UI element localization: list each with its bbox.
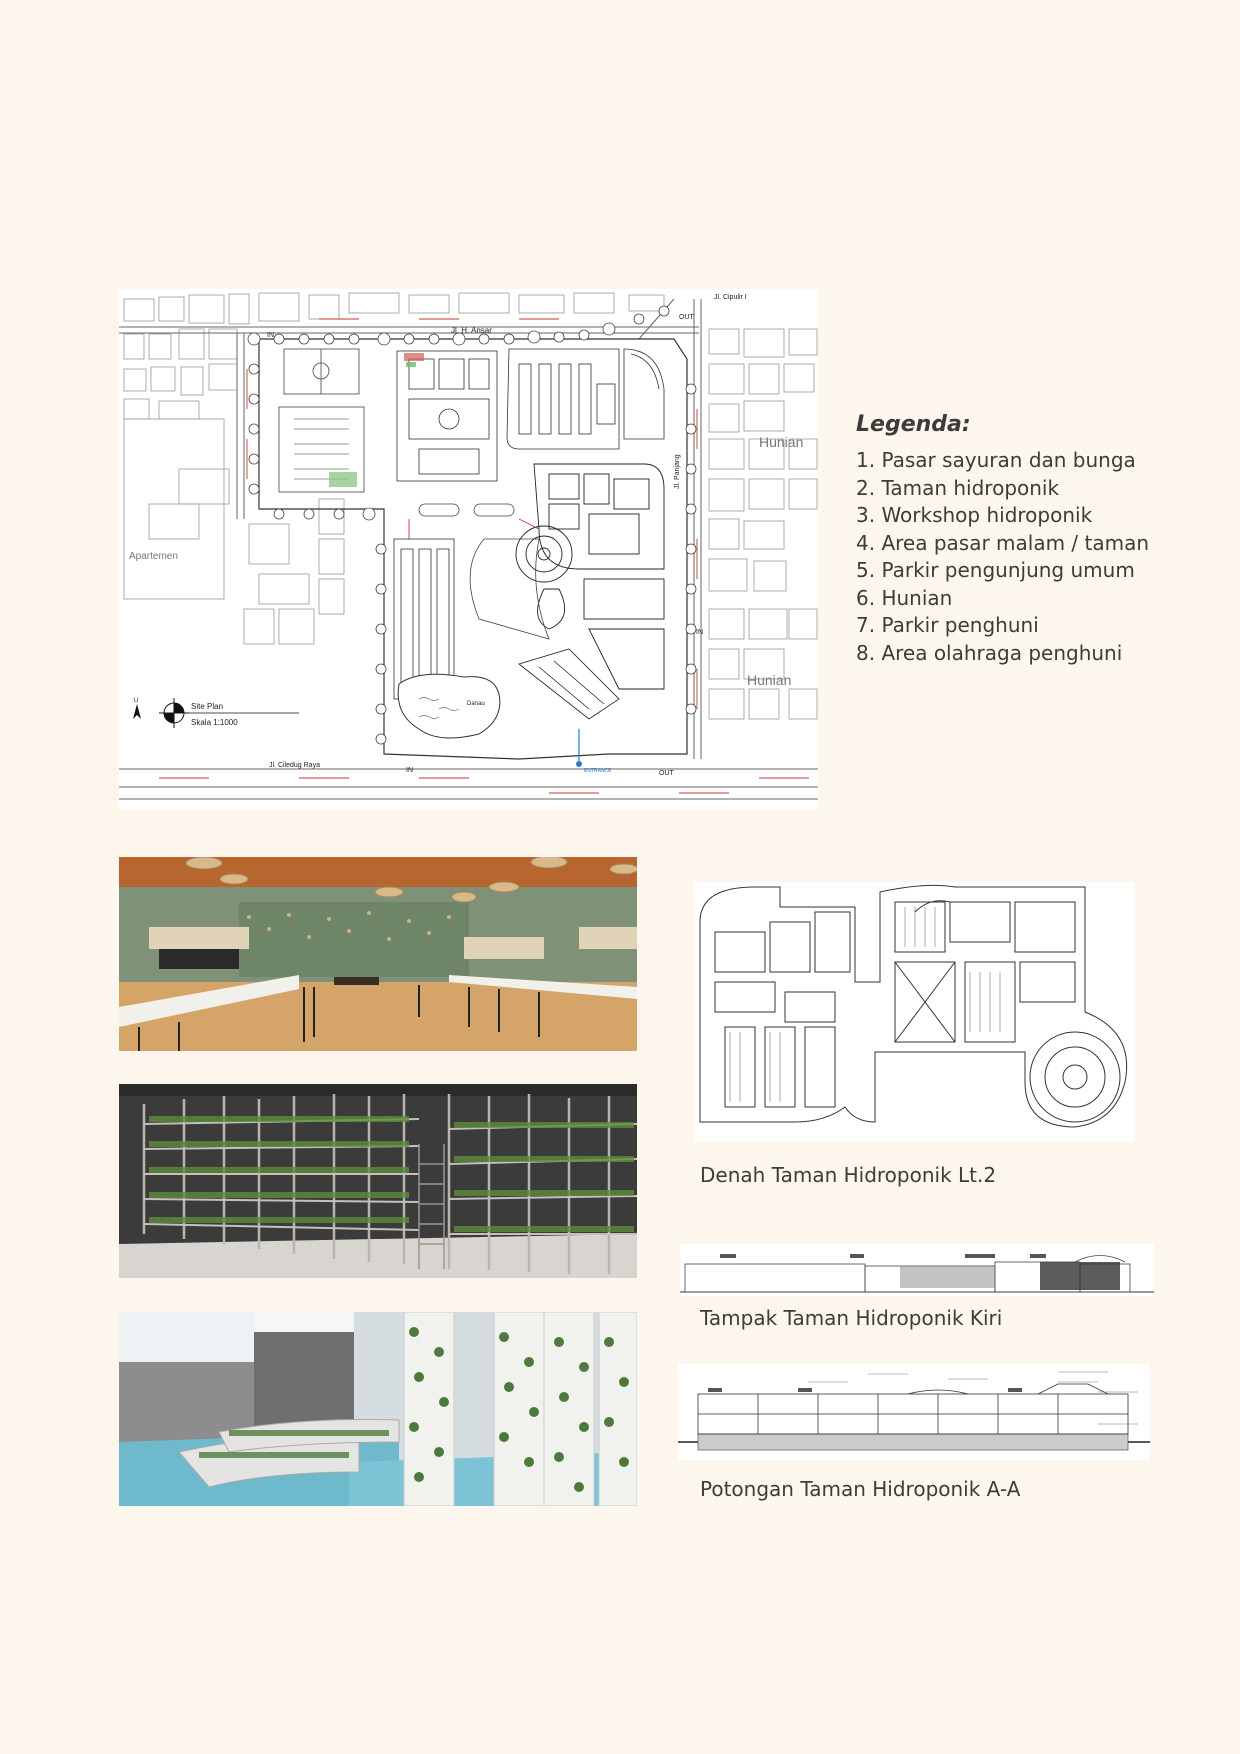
street-label-top: Jl. H. Ansar [451, 326, 492, 335]
hunian-label-top: Hunian [759, 434, 804, 450]
legend-item: 1. Pasar sayuran dan bunga [856, 448, 1136, 472]
workshop-interior-render [119, 857, 637, 1051]
legend-item: 2. Taman hidroponik [856, 475, 1060, 500]
street-label-right: Jl. Panjang [674, 454, 681, 489]
legend [856, 412, 1226, 667]
street-label-top-right: Jl. Cipulir I [714, 294, 747, 301]
legend-item: 7. Parkir penghuni [856, 613, 1039, 637]
section-drawing [678, 1364, 1150, 1460]
entrance-label: ENTRANCE [584, 768, 612, 774]
legend-item: 6. Hunian [856, 585, 953, 610]
crosshair-icon [159, 698, 189, 728]
north-label: U [134, 698, 139, 704]
site-plan-scale: Skala 1:1000 [191, 718, 238, 727]
street-label-bottom: Jl. Ciledug Raya [269, 762, 320, 769]
legend-item: 5. Parkir pengunjung umum [856, 558, 1135, 582]
elevation-caption: Tampak Taman Hidroponik Kiri [700, 1306, 1003, 1330]
north-arrow-icon [133, 704, 141, 719]
danau-label: Danau [467, 701, 485, 707]
site-plan-drawing [119, 289, 818, 810]
legend-item: 3. Workshop hidroponik [856, 503, 1093, 527]
hydroponic-towers-render [119, 1312, 637, 1506]
out-label-top: OUT [679, 314, 694, 321]
legend-list [856, 447, 1226, 667]
section-caption: Potongan Taman Hidroponik A-A [700, 1477, 1021, 1501]
site-plan-title: Site Plan [191, 702, 224, 711]
legend-item: 8. Area olahraga penghuni [856, 640, 1123, 665]
in-label-right: IN [696, 629, 703, 636]
hydroponic-racks-render [119, 1084, 637, 1278]
apartemen-label: Apartemen [129, 551, 178, 562]
legend-item: 4. Area pasar malam / taman [856, 530, 1150, 555]
in-label-bottom: IN [406, 767, 413, 774]
legend-title: Legenda: [856, 412, 971, 437]
out-label-bottom: OUT [659, 770, 674, 777]
hunian-label-bottom: Hunian [747, 672, 792, 688]
in-label-top: IN [267, 332, 274, 339]
floor-plan-drawing [695, 882, 1135, 1142]
floor-plan-caption: Denah Taman Hidroponik Lt.2 [700, 1163, 997, 1187]
elevation-drawing [680, 1244, 1154, 1296]
